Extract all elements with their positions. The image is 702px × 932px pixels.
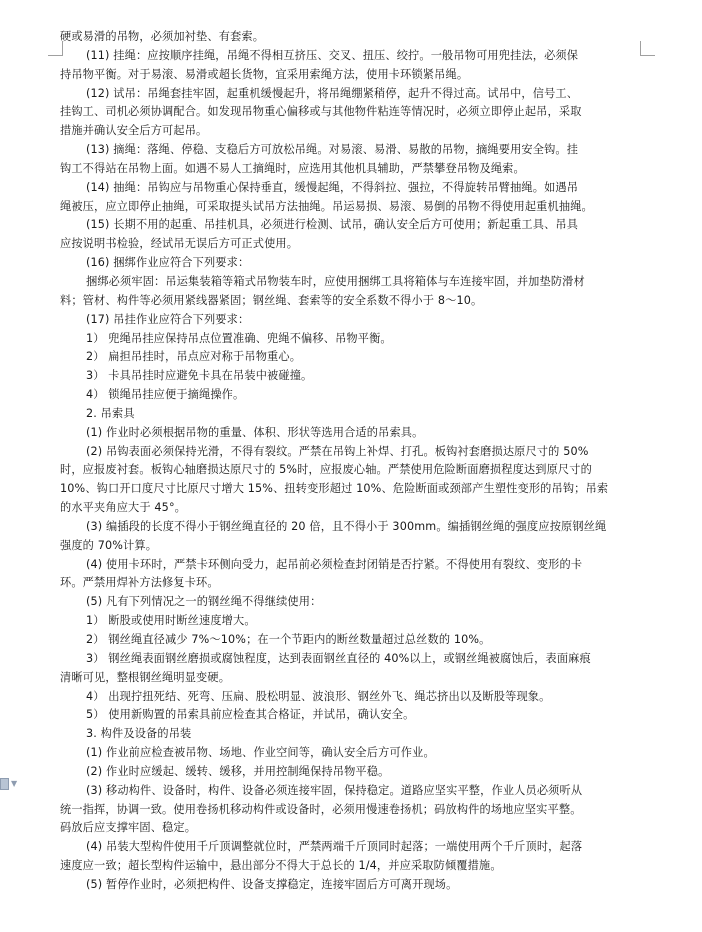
text-line: 3） 卡具吊挂时应避免卡具在吊装中被碰撞。 — [86, 369, 313, 383]
text-line: 的水平夹角应大于 45°。 — [60, 501, 187, 515]
text-line: 3. 构件及设备的吊装 — [86, 727, 192, 741]
text-line: (3) 编插段的长度不得小于钢丝绳直径的 20 倍，且不得小于 300mm。编插钢丝绳的强度应按原钢丝绳 — [86, 519, 607, 533]
text-line: 绳被压，应立即停止抽绳，可采取提头试吊方法抽绳。吊运易损、易滚、易倒的吊物不得使用起重机抽绳。 — [60, 199, 593, 213]
text-line: (14) 抽绳：吊钩应与吊物重心保持垂直，缓慢起绳，不得斜拉、强拉，不得旋转吊臂抽绳。如遇吊 — [86, 180, 579, 194]
page-icon — [0, 778, 9, 790]
text-line: 1） 兜绳吊挂应保持吊点位置准确、兜绳不偏移、吊物平衡。 — [86, 331, 392, 345]
text-line: (2) 作业时应缓起、缓转、缓移，并用控制绳保持吊物平稳。 — [86, 764, 390, 778]
text-line: 1） 断股或使用时断丝速度增大。 — [86, 614, 256, 628]
dropdown-arrow-icon: ▼ — [11, 779, 18, 788]
text-line: 2） 扁担吊挂时，吊点应对称于吊物重心。 — [86, 350, 302, 364]
text-line: 码放后应支撑牢固、稳定。 — [60, 821, 197, 835]
text-line: 速度应一致；超长型构件运输中，悬出部分不得大于总长的 1/4，并应采取防倾覆措施。 — [60, 859, 502, 873]
text-line: 5） 使用新购置的吊索具前应检查其合格证，并试吊，确认安全。 — [86, 708, 415, 722]
text-line: 2. 吊索具 — [86, 406, 135, 420]
text-line: (1) 作业时必须根据吊物的重量、体积、形状等选用合适的吊索具。 — [86, 425, 424, 439]
text-line: 应按说明书检验，经试吊无误后方可正式使用。 — [60, 237, 299, 251]
text-line: (4) 使用卡环时，严禁卡环侧向受力，起吊前必须检查封闭销是否拧紧。不得使用有裂纹、变形的卡 — [86, 557, 583, 571]
text-line: 4） 锁绳吊挂应便于摘绳操作。 — [86, 388, 245, 402]
text-line: 钩工不得站在吊物上面。如遇不易人工摘绳时，应选用其他机具辅助，严禁攀登吊物及绳索。 — [60, 161, 525, 175]
text-line: (17) 吊挂作业应符合下列要求： — [86, 312, 250, 326]
text-line: (5) 暂停作业时，必须把构件、设备支撑稳定，连接牢固后方可离开现场。 — [86, 877, 458, 891]
document-map-icon[interactable] — [0, 776, 26, 792]
text-line: 清晰可见，整根钢丝绳明显变硬。 — [60, 670, 231, 684]
text-line: 强度的 70%计算。 — [60, 538, 158, 552]
text-line: 持吊物平衡。对于易滚、易滑或超长货物，宜采用索绳方法，使用卡环锁紧吊绳。 — [60, 67, 469, 81]
text-line: (5) 凡有下列情况之一的钢丝绳不得继续使用： — [86, 595, 322, 609]
text-line: 统一指挥，协调一致。使用卷扬机移动构件或设备时，必须用慢速卷扬机；码放构件的场地应坚实平整。 — [60, 802, 582, 816]
text-line: (1) 作业前应检查被吊物、场地、作业空间等，确认安全后方可作业。 — [86, 746, 435, 760]
text-line: (11) 挂绳：应按顺序挂绳，吊绳不得相互挤压、交叉、扭压、绞拧。一般吊物可用兜挂法，必须保 — [86, 48, 579, 62]
text-line: 3） 钢丝绳表面钢丝磨损或腐蚀程度，达到表面钢丝直径的 40%以上，或钢丝绳被腐蚀后，表面麻痕 — [86, 651, 591, 665]
text-line: 环。严禁用焊补方法修复卡环。 — [60, 576, 219, 590]
text-line: 料；管材、构件等必须用紧线器紧固；钢丝绳、套索等的安全系数不得小于 8～10。 — [60, 293, 483, 307]
text-line: (4) 吊装大型构件使用千斤顶调整就位时，严禁两端千斤顶同时起落；一端使用两个千斤顶时，起落 — [86, 840, 583, 854]
text-line: 4） 出现拧扭死结、死弯、压扁、股松明显、波浪形、钢丝外飞、绳芯挤出以及断股等现象。 — [86, 689, 551, 703]
text-line: 时，应报废衬套。板钩心轴磨损达原尺寸的 5%时，应报废心轴。严禁使用危险断面磨损程度达到原尺寸的 — [60, 463, 592, 477]
text-line: 2） 钢丝绳直径减少 7%～10%；在一个节距内的断丝数量超过总丝数的 10%。 — [86, 633, 491, 646]
text-line: 10%、钩口开口度尺寸比原尺寸增大 15%、扭转变形超过 10%、危险断面或颈部产生塑性变形的吊钩；吊索 — [60, 482, 609, 496]
crop-mark-top-right — [640, 41, 655, 56]
text-line: (13) 摘绳：落绳、停稳、支稳后方可放松吊绳。对易滚、易滑、易散的吊物，摘绳要用安全钩。挂 — [86, 143, 579, 157]
text-line: (2) 吊钩表面必须保持光滑，不得有裂纹。严禁在吊钩上补焊、打孔。板钩衬套磨损达原尺寸的 50% — [86, 444, 589, 458]
text-line: (3) 移动构件、设备时，构件、设备必须连接牢固，保持稳定。道路应坚实平整，作业人员必须听从 — [86, 783, 583, 797]
text-line: 硬或易滑的吊物，必须加衬垫、有套索。 — [60, 30, 265, 43]
text-line: (12) 试吊：吊绳套挂牢固，起重机缓慢起升，将吊绳绷紧稍停，起升不得过高。试吊中，信号工、 — [86, 86, 579, 100]
text-line: 挂钩工、司机必须协调配合。如发现吊物重心偏移或与其他物件粘连等情况时，必须立即停止起吊，采取 — [60, 105, 582, 119]
document-body[interactable] — [60, 28, 640, 895]
text-line: 措施并确认安全后方可起吊。 — [60, 124, 208, 138]
text-line: (16) 捆绑作业应符合下列要求： — [86, 256, 250, 270]
text-line: 捆绑必须牢固：吊运集装箱等箱式吊物装车时，应使用捆绑工具将箱体与车连接牢固，并加垫防滑材 — [86, 274, 585, 288]
text-line: (15) 长期不用的起重、吊挂机具，必须进行检测、试吊，确认安全后方可使用；新起重工具、吊具 — [86, 218, 579, 232]
